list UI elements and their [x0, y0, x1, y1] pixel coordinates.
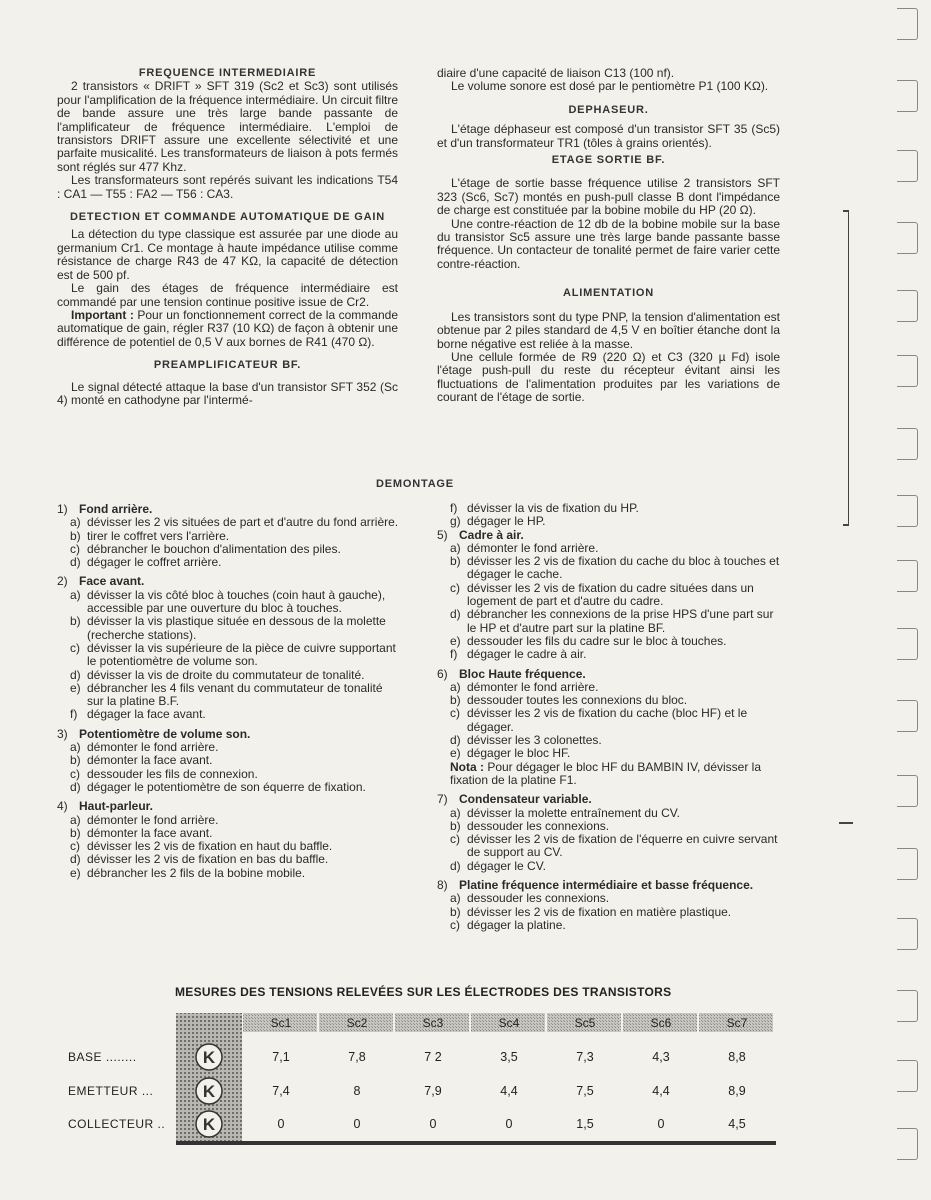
cell-value: 4,4: [500, 1084, 518, 1098]
step-letter: e): [450, 633, 461, 648]
step-text: dévisser les 2 vis de fixation en matière plastique.: [467, 904, 732, 919]
column-header-Sc4: Sc4: [498, 1016, 520, 1030]
step-letter: c): [450, 706, 460, 721]
step-text: dégager la platine.: [467, 917, 566, 932]
heading-demontage: DEMONTAGE: [376, 478, 454, 490]
section-title-text: Cadre à air.: [459, 527, 524, 542]
section-title-text: Bloc Haute fréquence.: [459, 666, 586, 681]
step-text: dégager le coffret arrière.: [87, 555, 222, 570]
cell-value: 0: [277, 1117, 285, 1131]
step-letter: f): [450, 501, 458, 515]
step-item: [70, 543, 400, 556]
step-text: dévisser la vis plastique située en dessous de la molette (recherche stations).: [87, 614, 386, 642]
step-text: débrancher les 4 fils venant du commutateur de tonalité sur la platine B.F.: [87, 680, 383, 709]
section-title-text: Haut-parleur.: [79, 799, 154, 814]
step-text: débrancher les 2 fils de la bobine mobile.: [87, 865, 306, 880]
transistor-symbol-letter: K: [202, 1048, 216, 1067]
step-letter: c): [450, 832, 460, 847]
demontage-section-s7: [437, 793, 780, 873]
step-letter: a): [450, 540, 461, 555]
transistor-symbol-letter: K: [202, 1115, 216, 1134]
measurements-table-title: MESURES DES TENSIONS RELEVÉES SUR LES ÉLECTRODES DES TRANSISTORS: [175, 985, 672, 999]
step-letter: c): [70, 541, 80, 556]
step-text: dévisser la molette entraînement du CV.: [467, 805, 681, 820]
cell-value: 4,4: [652, 1084, 670, 1098]
step-item: [70, 516, 400, 529]
column-header-Sc2: Sc2: [346, 1016, 368, 1030]
binding-ring: [897, 628, 918, 660]
step-text: dégager la face avant.: [87, 707, 206, 722]
step-item: [450, 608, 780, 635]
section-number: 5): [437, 527, 448, 542]
cell-value: 7,4: [272, 1084, 290, 1098]
cag-paragraph-3: [57, 309, 398, 349]
step-text: dévisser la vis côté bloc à touches (coin haut à gauche), accessible par une ouverture du bloc à touches.: [87, 587, 386, 616]
step-text: dévisser la vis de fixation du HP.: [467, 501, 639, 515]
sortie-paragraph-2: Une contre-réaction de 12 db de la bobine mobile sur la base du transistor Sc5 assure une très large bande passante basse fréquence. Un contacteur de tonalité permet de faire varier cette contre-réaction.: [437, 216, 780, 271]
step-item: [70, 814, 400, 827]
row-label: EMETTEUR ...: [68, 1084, 154, 1098]
nota-note: [450, 761, 780, 788]
step-letter: c): [70, 839, 80, 854]
step-item: [70, 840, 400, 853]
binding-ring: [897, 355, 918, 387]
binding-ring: [897, 1060, 918, 1092]
step-item: [450, 555, 780, 582]
cell-value: 4,3: [652, 1050, 670, 1064]
step-text: débrancher le bouchon d'alimentation des piles.: [87, 541, 341, 556]
column-header-Sc5: Sc5: [574, 1016, 596, 1030]
cell-value: 0: [429, 1117, 437, 1131]
step-item: [450, 582, 780, 609]
row-label: COLLECTEUR ..: [68, 1117, 166, 1131]
cell-value: 8: [353, 1084, 361, 1098]
binding-ring: [897, 80, 918, 112]
step-letter: d): [70, 779, 81, 794]
step-letter: e): [70, 865, 81, 880]
step-letter: e): [450, 746, 461, 761]
step-item: [70, 556, 400, 569]
margin-line-cap-bottom: [843, 524, 849, 526]
cell-value: 0: [353, 1117, 361, 1131]
alim-paragraph-2: Une cellule formée de R9 (220 Ω) et C3 (320 µ Fd) isole l'étage push-pull du reste du récepteur évitant ainsi les fluctuations de l'alimentation produites par les variations de courant de l'étage de sortie.: [437, 349, 780, 405]
step-text: dévisser les 2 vis situées de part et d'autre du fond arrière.: [87, 515, 399, 530]
step-letter: c): [70, 640, 80, 655]
step-letter: f): [70, 707, 78, 722]
step-letter: c): [450, 580, 460, 595]
step-text: dévisser les 3 colonettes.: [467, 733, 602, 748]
binding-ring: [897, 560, 918, 592]
continuation-paragraph: diaire d'une capacité de liaison C13 (100 nf).: [437, 66, 675, 80]
step-text: dévisser les 2 vis de fixation du cadre situées dans un logement de part et d'autre du cadre.: [467, 580, 754, 609]
cell-value: 8,8: [728, 1050, 746, 1064]
fi-paragraph-2: Les transformateurs sont repérés suivant les indications T54 : CA1 — T55 : FA2 — T56 : CA3.: [57, 173, 398, 201]
demontage-section-s8: [437, 879, 780, 932]
section-title: [57, 575, 400, 588]
step-item: [70, 530, 400, 543]
column-header-Sc6: Sc6: [650, 1016, 672, 1030]
cell-value: 7,1: [272, 1050, 290, 1064]
demontage-section-s1: [57, 503, 400, 569]
demontage-section-s2: [57, 575, 400, 721]
cell-value: 7,5: [576, 1084, 594, 1098]
heading-alimentation: ALIMENTATION: [562, 287, 655, 300]
cell-value: 7 2: [424, 1050, 442, 1064]
step-item: [450, 681, 780, 694]
step-letter: f): [450, 647, 458, 662]
step-letter: a): [70, 812, 81, 827]
section-title: [437, 668, 780, 681]
cag-paragraph-3-text: Pour un fonctionnement correct de la commande automatique de gain, régler R37 (10 KΩ) de façon à obtenir une différence de potentiel de 0,5 V aux bornes de R41 (470 Ω).: [57, 307, 398, 349]
section-title: [437, 529, 780, 542]
step-text: dessouder les connexions.: [467, 891, 610, 906]
step-letter: a): [70, 587, 81, 602]
step-letter: a): [70, 740, 81, 755]
step-text: dévisser les 2 vis de fixation en haut du baffle.: [87, 839, 333, 854]
step-text: dessouder les fils de connexion.: [87, 766, 258, 781]
cell-value: 1,5: [576, 1117, 594, 1131]
step-text: démonter le fond arrière.: [467, 679, 599, 694]
right-column: [437, 67, 780, 405]
step-item: [70, 642, 400, 669]
step-item: [450, 694, 780, 707]
step-letter: a): [450, 891, 461, 906]
heading-etage-sortie: ETAGE SORTIE BF.: [551, 154, 666, 167]
binding-ring: [897, 848, 918, 880]
nota-text: Pour dégager le bloc HF du BAMBIN IV, dévisser la fixation de la platine F1.: [450, 759, 762, 787]
heading-frequence-intermediaire: FREQUENCE INTERMEDIAIRE: [138, 67, 317, 79]
step-item: [450, 542, 780, 555]
demontage-section-s3: [57, 728, 400, 794]
step-letter: b): [450, 693, 461, 708]
binding-ring: [897, 775, 918, 807]
measurements-table: [0, 1000, 931, 1200]
binding-ring: [897, 1128, 918, 1160]
step-text: débrancher les connexions de la prise HPS d'une part sur le HP et d'autre part sur la platine BF.: [467, 607, 774, 635]
section-title-text: Platine fréquence intermédiaire et basse fréquence.: [459, 878, 754, 893]
section-title-text: Potentiomètre de volume son.: [79, 726, 251, 741]
step-item: [450, 820, 780, 833]
section-number: 6): [437, 666, 448, 681]
step-item: [70, 708, 400, 721]
step-text: dégager le CV.: [467, 858, 546, 873]
section-title-text: Face avant.: [79, 574, 145, 589]
step-text: dégager le cadre à air.: [467, 647, 587, 662]
section-number: 3): [57, 726, 68, 741]
cell-value: 4,5: [728, 1117, 746, 1131]
cell-value: 0: [505, 1117, 513, 1131]
step-text: dévisser les 2 vis de fixation du cache (bloc HF) et le dégager.: [467, 706, 748, 734]
step-text: démonter le fond arrière.: [87, 812, 219, 827]
step-item: [70, 768, 400, 781]
step-letter: b): [70, 614, 81, 629]
binding-ring: [897, 8, 918, 40]
section-title: [57, 503, 400, 516]
step-letter: d): [70, 555, 81, 570]
step-text: dessouder les fils du cadre sur le bloc à touches.: [467, 633, 727, 648]
step-letter: a): [450, 805, 461, 820]
section-title-text: Condensateur variable.: [459, 792, 592, 807]
left-column: [57, 67, 398, 407]
step-letter: d): [70, 852, 81, 867]
pre-paragraph-1: Le signal détecté attaque la base d'un transistor SFT 352 (Sc 4) monté en cathodyne par l'intermé-: [57, 379, 398, 407]
column-header-Sc3: Sc3: [422, 1016, 444, 1030]
important-label: Important :: [71, 307, 134, 322]
dephaseur-paragraph: L'étage déphaseur est composé d'un transistor SFT 35 (Sc5) et d'un transformateur TR1 (tôles à grains orientés).: [437, 122, 780, 150]
step-item: [450, 833, 780, 860]
step-item: [450, 648, 780, 661]
step-letter: b): [450, 818, 461, 833]
step-text: démonter la face avant.: [87, 753, 213, 768]
step-text: dégager le potentiomètre de son équerre de fixation.: [87, 779, 366, 794]
step-item: [450, 906, 780, 919]
heading-preamplificateur: PREAMPLIFICATEUR BF.: [153, 359, 302, 372]
step-text: dessouder toutes les connexions du bloc.: [467, 693, 688, 708]
step-text: dévisser les 2 vis de fixation en bas du baffle.: [87, 852, 329, 867]
step-letter: b): [450, 904, 461, 919]
binding-ring: [897, 700, 918, 732]
step-item: [450, 502, 780, 515]
step-item: [450, 892, 780, 905]
volume-paragraph: Le volume sonore est dosé par le pentiomètre P1 (100 KΩ).: [451, 79, 769, 94]
spiral-binding: [873, 0, 931, 1200]
step-item: [450, 747, 780, 760]
section-number: 2): [57, 574, 68, 589]
step-item: [70, 754, 400, 767]
step-letter: a): [450, 679, 461, 694]
cag-paragraph-2: Le gain des étages de fréquence intermédiaire est commandé par une tension continue positive issue de Cr2.: [57, 281, 398, 309]
binding-ring: [897, 222, 918, 254]
section-title: [437, 793, 780, 806]
nota-label: Nota :: [450, 759, 484, 774]
step-item: [70, 867, 400, 880]
binding-ring: [897, 495, 918, 527]
step-letter: b): [450, 554, 461, 569]
step-letter: c): [70, 766, 80, 781]
step-item: [70, 853, 400, 866]
fi-paragraph-1: 2 transistors « DRIFT » SFT 319 (Sc2 et Sc3) sont utilisés pour l'amplification de la fréquence intermédiaire. Un circuit filtre de bande assure une très large bande passante de l'amplificateur de fréquence intermédiaire. L'emploi de transistors DRIFT assure une excellente sélectivité et une parfaite musicalité. Les transformateurs de liaison à pots fermés sont réglés sur 477 Khz.: [57, 79, 398, 174]
step-item: [70, 589, 400, 616]
step-letter: b): [70, 528, 81, 543]
step-item: [450, 734, 780, 747]
step-item: [450, 807, 780, 820]
step-letter: e): [70, 680, 81, 695]
cell-value: 3,5: [500, 1050, 518, 1064]
column-header-Sc7: Sc7: [726, 1016, 748, 1030]
step-item: [70, 741, 400, 754]
step-text: tirer le coffret vers l'arrière.: [87, 528, 230, 543]
section-title: [57, 800, 400, 813]
step-letter: b): [70, 753, 81, 768]
column-header-Sc1: Sc1: [270, 1016, 292, 1030]
section-number: 8): [437, 878, 448, 893]
binding-ring: [897, 990, 918, 1022]
step-text: dévisser la vis supérieure de la pièce de cuivre supportant le potentiomètre de volume son.: [87, 640, 396, 669]
step-item: [450, 515, 780, 528]
step-text: dégager le HP.: [467, 514, 546, 529]
step-item: [70, 615, 400, 642]
section-number: 7): [437, 792, 448, 807]
section-title: [437, 879, 780, 892]
demontage-left-list: [57, 503, 400, 880]
step-text: démonter le fond arrière.: [87, 740, 219, 755]
step-letter: d): [450, 607, 461, 622]
demontage-section-s6: [437, 668, 780, 761]
step-text: dégager le bloc HF.: [467, 746, 571, 761]
margin-tick: [839, 822, 853, 824]
step-text: démonter la face avant.: [87, 825, 213, 840]
cell-value: 7,8: [348, 1050, 366, 1064]
demontage-right-list: [437, 502, 780, 932]
step-item: [70, 827, 400, 840]
section-number: 1): [57, 502, 68, 516]
step-letter: g): [450, 514, 461, 529]
demontage-section-s5: [437, 529, 780, 662]
step-text: dévisser les 2 vis de fixation de l'équerre en cuivre servant de support au CV.: [467, 832, 778, 860]
step-letter: d): [70, 667, 81, 682]
heading-detection: DETECTION ET COMMANDE AUTOMATIQUE DE GAIN: [70, 211, 385, 224]
step-letter: d): [450, 858, 461, 873]
step-text: démonter le fond arrière.: [467, 540, 599, 555]
cell-value: 0: [657, 1117, 665, 1131]
step-text: dévisser la vis de droite du commutateur de tonalité.: [87, 667, 365, 682]
heading-dephaseur: DEPHASEUR.: [568, 103, 649, 116]
step-item: [450, 635, 780, 648]
step-item: [70, 682, 400, 709]
table-bottom-rule: [176, 1141, 776, 1145]
demontage-section-s4: [57, 800, 400, 880]
cell-value: 7,3: [576, 1050, 594, 1064]
step-letter: d): [450, 733, 461, 748]
alim-paragraph-1: Les transistors sont du type PNP, la tension d'alimentation est obtenue par 2 piles standard de 4,5 V en boîtier étanche dont la borne négative est reliée à la masse.: [437, 309, 780, 351]
step-letter: c): [450, 917, 460, 932]
step-item: [70, 669, 400, 682]
step-letter: b): [70, 825, 81, 840]
step-text: dessouder les connexions.: [467, 818, 610, 833]
step-item: [70, 781, 400, 794]
binding-ring: [897, 428, 918, 460]
binding-ring: [897, 290, 918, 322]
step-item: [450, 860, 780, 873]
step-letter: a): [70, 515, 81, 530]
step-item: [450, 919, 780, 932]
step-text: dévisser les 2 vis de fixation du cache du bloc à touches et dégager le cache.: [467, 554, 780, 582]
row-label: BASE ........: [68, 1050, 137, 1064]
step-item: [450, 707, 780, 734]
margin-line-cap-top: [843, 210, 849, 212]
margin-line: [848, 210, 850, 525]
cell-value: 8,9: [728, 1084, 746, 1098]
cag-paragraph-1: La détection du type classique est assurée par une diode au germanium Cr1. Ce montage à haute impédance utilise comme résistance de charge R43 de 47 KΩ, la capacité de détection est de 500 pf.: [57, 227, 398, 282]
cell-value: 7,9: [424, 1084, 442, 1098]
section-number: 4): [57, 799, 68, 814]
transistor-symbol-letter: K: [202, 1082, 216, 1101]
binding-ring: [897, 150, 918, 182]
section-title: [57, 728, 400, 741]
sortie-paragraph-1: L'étage de sortie basse fréquence utilise 2 transistors SFT 323 (Sc6, Sc7) montés en push-pull classe B dont l'impédance de charge est constituée par la bobine mobile du HP (20 Ω).: [437, 176, 780, 218]
section-title-text: Fond arrière.: [79, 502, 153, 516]
binding-ring: [897, 918, 918, 950]
